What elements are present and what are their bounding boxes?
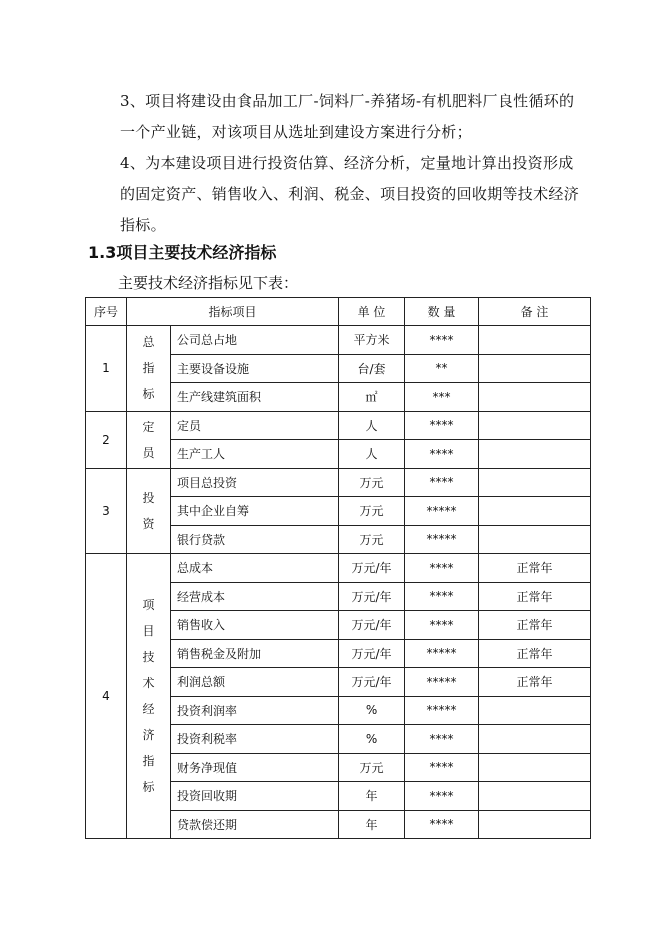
cell-unit: % (339, 696, 405, 725)
cell-quantity: **** (405, 468, 479, 497)
paragraph-3-text: 3、项目将建设由食品加工厂-饲料厂-养猪场-有机肥料厂良性循环的一个产业链，对该项目从选址到建设方案进行分析； (120, 92, 575, 141)
cell-unit: 人 (339, 440, 405, 469)
group-category (127, 326, 171, 412)
cell-remark (479, 354, 591, 383)
paragraph-4 (88, 148, 588, 241)
cell-item: 销售税金及附加 (171, 639, 339, 668)
table-row (86, 411, 591, 440)
category-char: 投 (142, 490, 155, 505)
cell-remark (479, 525, 591, 554)
group-category (127, 468, 171, 554)
header-remark: 备 注 (479, 298, 591, 326)
cell-unit: 平方米 (339, 326, 405, 355)
category-char: 定 (142, 419, 155, 434)
cell-quantity: ***** (405, 668, 479, 697)
header-indicator: 指标项目 (127, 298, 339, 326)
group-seq: 3 (86, 468, 127, 554)
table-intro: 主要技术经济指标见下表： (118, 274, 299, 292)
cell-unit: 万元 (339, 753, 405, 782)
cell-quantity: ** (405, 354, 479, 383)
paragraph-3 (88, 86, 588, 148)
paragraph-4-text: 4、为本建设项目进行投资估算、经济分析，定量地计算出投资形成的固定资产、销售收入、利润、税金、项目投资的回收期等技术经济指标。 (120, 154, 580, 234)
cell-remark (479, 497, 591, 526)
cell-item: 销售收入 (171, 611, 339, 640)
cell-unit: 万元 (339, 525, 405, 554)
cell-quantity: **** (405, 810, 479, 839)
category-char: 资 (142, 516, 155, 531)
cell-remark (479, 468, 591, 497)
cell-quantity: *** (405, 383, 479, 412)
cell-item: 利润总额 (171, 668, 339, 697)
cell-item: 项目总投资 (171, 468, 339, 497)
cell-item: 投资利润率 (171, 696, 339, 725)
category-char: 济 (142, 728, 155, 742)
cell-unit: 年 (339, 810, 405, 839)
cell-remark: 正常年 (479, 639, 591, 668)
cell-unit: 万元/年 (339, 668, 405, 697)
category-char: 标 (142, 387, 155, 402)
category-char: 项 (142, 598, 155, 612)
cell-unit: 年 (339, 782, 405, 811)
cell-item: 财务净现值 (171, 753, 339, 782)
table-row (86, 468, 591, 497)
cell-quantity: ***** (405, 639, 479, 668)
cell-unit: % (339, 725, 405, 754)
cell-remark: 正常年 (479, 668, 591, 697)
cell-unit: 万元/年 (339, 611, 405, 640)
cell-quantity: **** (405, 440, 479, 469)
category-char: 术 (142, 676, 155, 690)
cell-quantity: **** (405, 411, 479, 440)
group-category (127, 411, 171, 468)
cell-quantity: ***** (405, 525, 479, 554)
cell-unit: 万元/年 (339, 582, 405, 611)
cell-unit: 万元 (339, 468, 405, 497)
category-char: 目 (142, 624, 155, 638)
group-seq: 1 (86, 326, 127, 412)
cell-remark (479, 696, 591, 725)
cell-remark (479, 326, 591, 355)
cell-item: 总成本 (171, 554, 339, 583)
cell-remark: 正常年 (479, 554, 591, 583)
cell-unit: 台/套 (339, 354, 405, 383)
table-row (86, 326, 591, 355)
table-header-row (86, 298, 591, 326)
category-char: 指 (142, 754, 155, 768)
cell-unit: 人 (339, 411, 405, 440)
group-seq: 2 (86, 411, 127, 468)
header-unit: 单 位 (339, 298, 405, 326)
cell-remark (479, 411, 591, 440)
cell-quantity: ***** (405, 497, 479, 526)
cell-item: 定员 (171, 411, 339, 440)
cell-quantity: **** (405, 725, 479, 754)
cell-remark (479, 782, 591, 811)
cell-remark (479, 753, 591, 782)
section-heading: 1.3项目主要技术经济指标 (88, 243, 277, 262)
category-char: 经 (142, 702, 155, 716)
header-seq: 序号 (86, 298, 127, 326)
cell-quantity: **** (405, 326, 479, 355)
cell-quantity: **** (405, 782, 479, 811)
category-char: 标 (142, 780, 155, 794)
cell-remark: 正常年 (479, 582, 591, 611)
category-char: 指 (142, 361, 155, 376)
cell-remark: 正常年 (479, 611, 591, 640)
category-char: 技 (142, 650, 155, 664)
cell-quantity: ***** (405, 696, 479, 725)
cell-quantity: **** (405, 611, 479, 640)
cell-item: 生产线建筑面积 (171, 383, 339, 412)
cell-unit: 万元 (339, 497, 405, 526)
cell-unit: 万元/年 (339, 554, 405, 583)
group-category (127, 554, 171, 839)
table-body (86, 326, 591, 839)
cell-remark (479, 725, 591, 754)
header-quantity: 数 量 (405, 298, 479, 326)
cell-remark (479, 440, 591, 469)
cell-quantity: **** (405, 554, 479, 583)
cell-item: 投资利税率 (171, 725, 339, 754)
cell-item: 其中企业自筹 (171, 497, 339, 526)
cell-remark (479, 810, 591, 839)
cell-quantity: **** (405, 753, 479, 782)
table-row (86, 554, 591, 583)
indicator-table (85, 297, 591, 839)
cell-item: 投资回收期 (171, 782, 339, 811)
cell-item: 公司总占地 (171, 326, 339, 355)
cell-item: 生产工人 (171, 440, 339, 469)
category-char: 员 (142, 445, 155, 460)
cell-item: 银行贷款 (171, 525, 339, 554)
cell-unit: ㎡ (339, 383, 405, 412)
cell-item: 主要设备设施 (171, 354, 339, 383)
cell-unit: 万元/年 (339, 639, 405, 668)
cell-remark (479, 383, 591, 412)
cell-quantity: **** (405, 582, 479, 611)
group-seq: 4 (86, 554, 127, 839)
cell-item: 贷款偿还期 (171, 810, 339, 839)
cell-item: 经营成本 (171, 582, 339, 611)
category-char: 总 (142, 335, 155, 350)
